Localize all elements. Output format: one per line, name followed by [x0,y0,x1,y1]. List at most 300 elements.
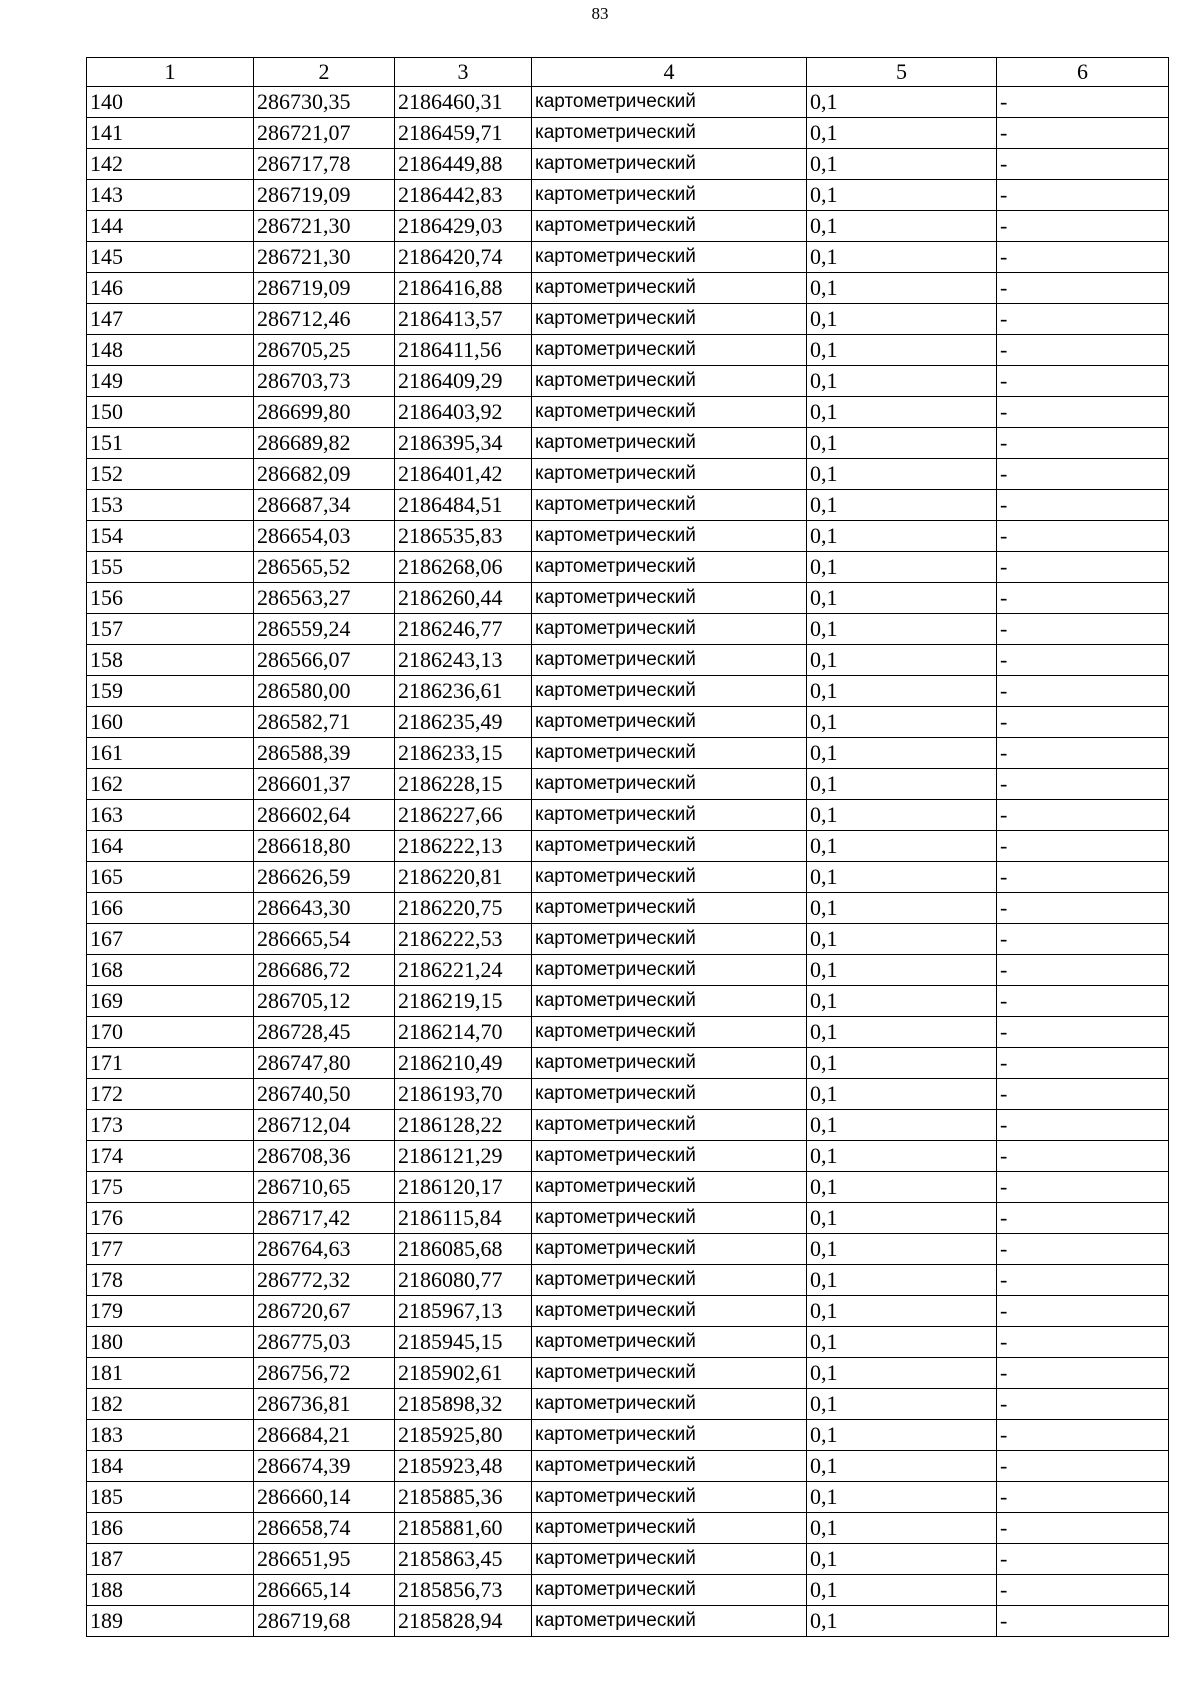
x-coordinate-cell: 286686,72 [254,955,395,986]
description-cell: - [997,1265,1169,1296]
method-cell: картометрический [532,769,807,800]
method-cell: картометрический [532,1234,807,1265]
accuracy-cell: 0,1 [807,676,997,707]
description-cell: - [997,490,1169,521]
description-cell: - [997,180,1169,211]
x-coordinate-cell: 286582,71 [254,707,395,738]
method-cell: картометрический [532,397,807,428]
y-coordinate-cell: 2186484,51 [395,490,532,521]
table-row [87,1389,1169,1420]
description-cell: - [997,1017,1169,1048]
table-row [87,862,1169,893]
table-row [87,459,1169,490]
table-row [87,614,1169,645]
description-cell: - [997,1141,1169,1172]
point-number-cell: 145 [87,242,254,273]
description-cell: - [997,831,1169,862]
method-cell: картометрический [532,304,807,335]
point-number-cell: 171 [87,1048,254,1079]
description-cell: - [997,459,1169,490]
point-number-cell: 187 [87,1544,254,1575]
point-number-cell: 168 [87,955,254,986]
description-cell: - [997,986,1169,1017]
accuracy-cell: 0,1 [807,1482,997,1513]
accuracy-cell: 0,1 [807,149,997,180]
x-coordinate-cell: 286719,09 [254,180,395,211]
y-coordinate-cell: 2186395,34 [395,428,532,459]
accuracy-cell: 0,1 [807,645,997,676]
method-cell: картометрический [532,180,807,211]
point-number-cell: 177 [87,1234,254,1265]
x-coordinate-cell: 286665,54 [254,924,395,955]
table-row [87,1482,1169,1513]
table-row [87,800,1169,831]
method-cell: картометрический [532,87,807,118]
header-row [87,58,1169,87]
x-coordinate-cell: 286684,21 [254,1420,395,1451]
accuracy-cell: 0,1 [807,1296,997,1327]
method-cell: картометрический [532,676,807,707]
x-coordinate-cell: 286674,39 [254,1451,395,1482]
point-number-cell: 169 [87,986,254,1017]
method-cell: картометрический [532,1203,807,1234]
table-row [87,1110,1169,1141]
accuracy-cell: 0,1 [807,707,997,738]
point-number-cell: 144 [87,211,254,242]
accuracy-cell: 0,1 [807,1451,997,1482]
x-coordinate-cell: 286710,65 [254,1172,395,1203]
header-cell-5: 5 [807,58,997,87]
point-number-cell: 165 [87,862,254,893]
x-coordinate-cell: 286740,50 [254,1079,395,1110]
y-coordinate-cell: 2185945,15 [395,1327,532,1358]
description-cell: - [997,645,1169,676]
table-row [87,1141,1169,1172]
table-row [87,1172,1169,1203]
accuracy-cell: 0,1 [807,552,997,583]
point-number-cell: 140 [87,87,254,118]
table-row [87,149,1169,180]
description-cell: - [997,1389,1169,1420]
method-cell: картометрический [532,1544,807,1575]
accuracy-cell: 0,1 [807,986,997,1017]
y-coordinate-cell: 2186214,70 [395,1017,532,1048]
y-coordinate-cell: 2186268,06 [395,552,532,583]
x-coordinate-cell: 286626,59 [254,862,395,893]
table-row [87,335,1169,366]
description-cell: - [997,1358,1169,1389]
x-coordinate-cell: 286719,68 [254,1606,395,1637]
method-cell: картометрический [532,1110,807,1141]
table-row [87,955,1169,986]
method-cell: картометрический [532,1079,807,1110]
accuracy-cell: 0,1 [807,1203,997,1234]
x-coordinate-cell: 286588,39 [254,738,395,769]
description-cell: - [997,1079,1169,1110]
point-number-cell: 158 [87,645,254,676]
y-coordinate-cell: 2186128,22 [395,1110,532,1141]
y-coordinate-cell: 2186080,77 [395,1265,532,1296]
y-coordinate-cell: 2185925,80 [395,1420,532,1451]
x-coordinate-cell: 286717,78 [254,149,395,180]
method-cell: картометрический [532,1048,807,1079]
table-row [87,1296,1169,1327]
table-row [87,273,1169,304]
table-row [87,738,1169,769]
method-cell: картометрический [532,552,807,583]
table-row [87,769,1169,800]
y-coordinate-cell: 2186442,83 [395,180,532,211]
point-number-cell: 164 [87,831,254,862]
y-coordinate-cell: 2186235,49 [395,707,532,738]
y-coordinate-cell: 2186228,15 [395,769,532,800]
accuracy-cell: 0,1 [807,304,997,335]
point-number-cell: 184 [87,1451,254,1482]
point-number-cell: 155 [87,552,254,583]
y-coordinate-cell: 2186220,75 [395,893,532,924]
point-number-cell: 153 [87,490,254,521]
description-cell: - [997,335,1169,366]
method-cell: картометрический [532,211,807,242]
table-row [87,1048,1169,1079]
x-coordinate-cell: 286720,67 [254,1296,395,1327]
x-coordinate-cell: 286721,30 [254,211,395,242]
y-coordinate-cell: 2186413,57 [395,304,532,335]
header-cell-1: 1 [87,58,254,87]
accuracy-cell: 0,1 [807,1110,997,1141]
method-cell: картометрический [532,1482,807,1513]
x-coordinate-cell: 286682,09 [254,459,395,490]
accuracy-cell: 0,1 [807,397,997,428]
accuracy-cell: 0,1 [807,1017,997,1048]
accuracy-cell: 0,1 [807,583,997,614]
description-cell: - [997,1575,1169,1606]
table-body [87,87,1169,1637]
method-cell: картометрический [532,1513,807,1544]
accuracy-cell: 0,1 [807,1544,997,1575]
point-number-cell: 160 [87,707,254,738]
point-number-cell: 175 [87,1172,254,1203]
point-number-cell: 188 [87,1575,254,1606]
y-coordinate-cell: 2185863,45 [395,1544,532,1575]
accuracy-cell: 0,1 [807,1575,997,1606]
point-number-cell: 152 [87,459,254,490]
y-coordinate-cell: 2186085,68 [395,1234,532,1265]
method-cell: картометрический [532,521,807,552]
description-cell: - [997,428,1169,459]
x-coordinate-cell: 286721,07 [254,118,395,149]
x-coordinate-cell: 286601,37 [254,769,395,800]
method-cell: картометрический [532,707,807,738]
table-row [87,490,1169,521]
y-coordinate-cell: 2186260,44 [395,583,532,614]
y-coordinate-cell: 2186222,53 [395,924,532,955]
y-coordinate-cell: 2186210,49 [395,1048,532,1079]
description-cell: - [997,1110,1169,1141]
description-cell: - [997,1048,1169,1079]
x-coordinate-cell: 286772,32 [254,1265,395,1296]
method-cell: картометрический [532,118,807,149]
description-cell: - [997,87,1169,118]
x-coordinate-cell: 286602,64 [254,800,395,831]
y-coordinate-cell: 2186243,13 [395,645,532,676]
point-number-cell: 163 [87,800,254,831]
y-coordinate-cell: 2186220,81 [395,862,532,893]
description-cell: - [997,1420,1169,1451]
description-cell: - [997,862,1169,893]
accuracy-cell: 0,1 [807,1327,997,1358]
table-row [87,676,1169,707]
accuracy-cell: 0,1 [807,1141,997,1172]
point-number-cell: 148 [87,335,254,366]
table-row [87,552,1169,583]
accuracy-cell: 0,1 [807,1048,997,1079]
method-cell: картометрический [532,862,807,893]
x-coordinate-cell: 286705,12 [254,986,395,1017]
x-coordinate-cell: 286712,46 [254,304,395,335]
description-cell: - [997,1482,1169,1513]
y-coordinate-cell: 2186115,84 [395,1203,532,1234]
method-cell: картометрический [532,1327,807,1358]
description-cell: - [997,211,1169,242]
y-coordinate-cell: 2186219,15 [395,986,532,1017]
description-cell: - [997,583,1169,614]
x-coordinate-cell: 286703,73 [254,366,395,397]
method-cell: картометрический [532,1451,807,1482]
description-cell: - [997,366,1169,397]
x-coordinate-cell: 286565,52 [254,552,395,583]
coordinates-table [86,57,1169,1637]
point-number-cell: 172 [87,1079,254,1110]
table-row [87,1079,1169,1110]
table-row [87,211,1169,242]
description-cell: - [997,1513,1169,1544]
x-coordinate-cell: 286736,81 [254,1389,395,1420]
description-cell: - [997,800,1169,831]
description-cell: - [997,397,1169,428]
table-row [87,521,1169,552]
table-row [87,1606,1169,1637]
accuracy-cell: 0,1 [807,1513,997,1544]
point-number-cell: 147 [87,304,254,335]
method-cell: картометрический [532,273,807,304]
header-cell-2: 2 [254,58,395,87]
y-coordinate-cell: 2186401,42 [395,459,532,490]
point-number-cell: 149 [87,366,254,397]
x-coordinate-cell: 286651,95 [254,1544,395,1575]
method-cell: картометрический [532,1296,807,1327]
y-coordinate-cell: 2186246,77 [395,614,532,645]
description-cell: - [997,614,1169,645]
description-cell: - [997,955,1169,986]
table-row [87,1327,1169,1358]
description-cell: - [997,893,1169,924]
y-coordinate-cell: 2185898,32 [395,1389,532,1420]
table-row [87,1451,1169,1482]
point-number-cell: 189 [87,1606,254,1637]
x-coordinate-cell: 286705,25 [254,335,395,366]
x-coordinate-cell: 286580,00 [254,676,395,707]
accuracy-cell: 0,1 [807,738,997,769]
description-cell: - [997,924,1169,955]
point-number-cell: 176 [87,1203,254,1234]
header-cell-6: 6 [997,58,1169,87]
point-number-cell: 162 [87,769,254,800]
y-coordinate-cell: 2186403,92 [395,397,532,428]
method-cell: картометрический [532,924,807,955]
table-row [87,242,1169,273]
method-cell: картометрический [532,428,807,459]
description-cell: - [997,769,1169,800]
method-cell: картометрический [532,955,807,986]
y-coordinate-cell: 2186535,83 [395,521,532,552]
accuracy-cell: 0,1 [807,180,997,211]
accuracy-cell: 0,1 [807,1389,997,1420]
x-coordinate-cell: 286687,34 [254,490,395,521]
point-number-cell: 183 [87,1420,254,1451]
accuracy-cell: 0,1 [807,521,997,552]
method-cell: картометрический [532,1606,807,1637]
y-coordinate-cell: 2186236,61 [395,676,532,707]
description-cell: - [997,1327,1169,1358]
accuracy-cell: 0,1 [807,800,997,831]
table-row [87,831,1169,862]
accuracy-cell: 0,1 [807,924,997,955]
y-coordinate-cell: 2186233,15 [395,738,532,769]
table-row [87,1544,1169,1575]
x-coordinate-cell: 286665,14 [254,1575,395,1606]
y-coordinate-cell: 2186416,88 [395,273,532,304]
method-cell: картометрический [532,1389,807,1420]
y-coordinate-cell: 2186120,17 [395,1172,532,1203]
method-cell: картометрический [532,831,807,862]
table-row [87,924,1169,955]
accuracy-cell: 0,1 [807,1420,997,1451]
description-cell: - [997,1296,1169,1327]
method-cell: картометрический [532,1172,807,1203]
accuracy-cell: 0,1 [807,769,997,800]
accuracy-cell: 0,1 [807,87,997,118]
point-number-cell: 161 [87,738,254,769]
method-cell: картометрический [532,583,807,614]
point-number-cell: 157 [87,614,254,645]
point-number-cell: 154 [87,521,254,552]
x-coordinate-cell: 286654,03 [254,521,395,552]
accuracy-cell: 0,1 [807,1234,997,1265]
point-number-cell: 170 [87,1017,254,1048]
point-number-cell: 156 [87,583,254,614]
method-cell: картометрический [532,242,807,273]
point-number-cell: 141 [87,118,254,149]
accuracy-cell: 0,1 [807,1265,997,1296]
accuracy-cell: 0,1 [807,893,997,924]
accuracy-cell: 0,1 [807,831,997,862]
accuracy-cell: 0,1 [807,211,997,242]
accuracy-cell: 0,1 [807,1172,997,1203]
method-cell: картометрический [532,1017,807,1048]
table-row [87,645,1169,676]
point-number-cell: 182 [87,1389,254,1420]
method-cell: картометрический [532,459,807,490]
table-header [87,58,1169,87]
point-number-cell: 146 [87,273,254,304]
accuracy-cell: 0,1 [807,1358,997,1389]
table-row [87,1513,1169,1544]
description-cell: - [997,707,1169,738]
x-coordinate-cell: 286559,24 [254,614,395,645]
x-coordinate-cell: 286712,04 [254,1110,395,1141]
y-coordinate-cell: 2186222,13 [395,831,532,862]
y-coordinate-cell: 2185856,73 [395,1575,532,1606]
description-cell: - [997,118,1169,149]
accuracy-cell: 0,1 [807,335,997,366]
method-cell: картометрический [532,1575,807,1606]
point-number-cell: 179 [87,1296,254,1327]
table-row [87,583,1169,614]
y-coordinate-cell: 2185923,48 [395,1451,532,1482]
x-coordinate-cell: 286708,36 [254,1141,395,1172]
method-cell: картометрический [532,490,807,521]
description-cell: - [997,1544,1169,1575]
x-coordinate-cell: 286618,80 [254,831,395,862]
point-number-cell: 173 [87,1110,254,1141]
accuracy-cell: 0,1 [807,862,997,893]
description-cell: - [997,676,1169,707]
y-coordinate-cell: 2185881,60 [395,1513,532,1544]
x-coordinate-cell: 286658,74 [254,1513,395,1544]
table-row [87,180,1169,211]
x-coordinate-cell: 286566,07 [254,645,395,676]
y-coordinate-cell: 2186460,31 [395,87,532,118]
description-cell: - [997,273,1169,304]
header-cell-3: 3 [395,58,532,87]
point-number-cell: 142 [87,149,254,180]
description-cell: - [997,242,1169,273]
point-number-cell: 185 [87,1482,254,1513]
accuracy-cell: 0,1 [807,118,997,149]
point-number-cell: 180 [87,1327,254,1358]
table-row [87,1575,1169,1606]
table-row [87,87,1169,118]
description-cell: - [997,1203,1169,1234]
method-cell: картометрический [532,614,807,645]
y-coordinate-cell: 2186221,24 [395,955,532,986]
y-coordinate-cell: 2185902,61 [395,1358,532,1389]
description-cell: - [997,552,1169,583]
method-cell: картометрический [532,1265,807,1296]
method-cell: картометрический [532,335,807,366]
x-coordinate-cell: 286728,45 [254,1017,395,1048]
y-coordinate-cell: 2185885,36 [395,1482,532,1513]
table-row [87,1358,1169,1389]
header-cell-4: 4 [532,58,807,87]
x-coordinate-cell: 286764,63 [254,1234,395,1265]
x-coordinate-cell: 286721,30 [254,242,395,273]
description-cell: - [997,1234,1169,1265]
table-row [87,1420,1169,1451]
method-cell: картометрический [532,800,807,831]
accuracy-cell: 0,1 [807,366,997,397]
method-cell: картометрический [532,149,807,180]
description-cell: - [997,521,1169,552]
accuracy-cell: 0,1 [807,1079,997,1110]
point-number-cell: 150 [87,397,254,428]
point-number-cell: 143 [87,180,254,211]
accuracy-cell: 0,1 [807,490,997,521]
x-coordinate-cell: 286717,42 [254,1203,395,1234]
table-row [87,1203,1169,1234]
method-cell: картометрический [532,738,807,769]
